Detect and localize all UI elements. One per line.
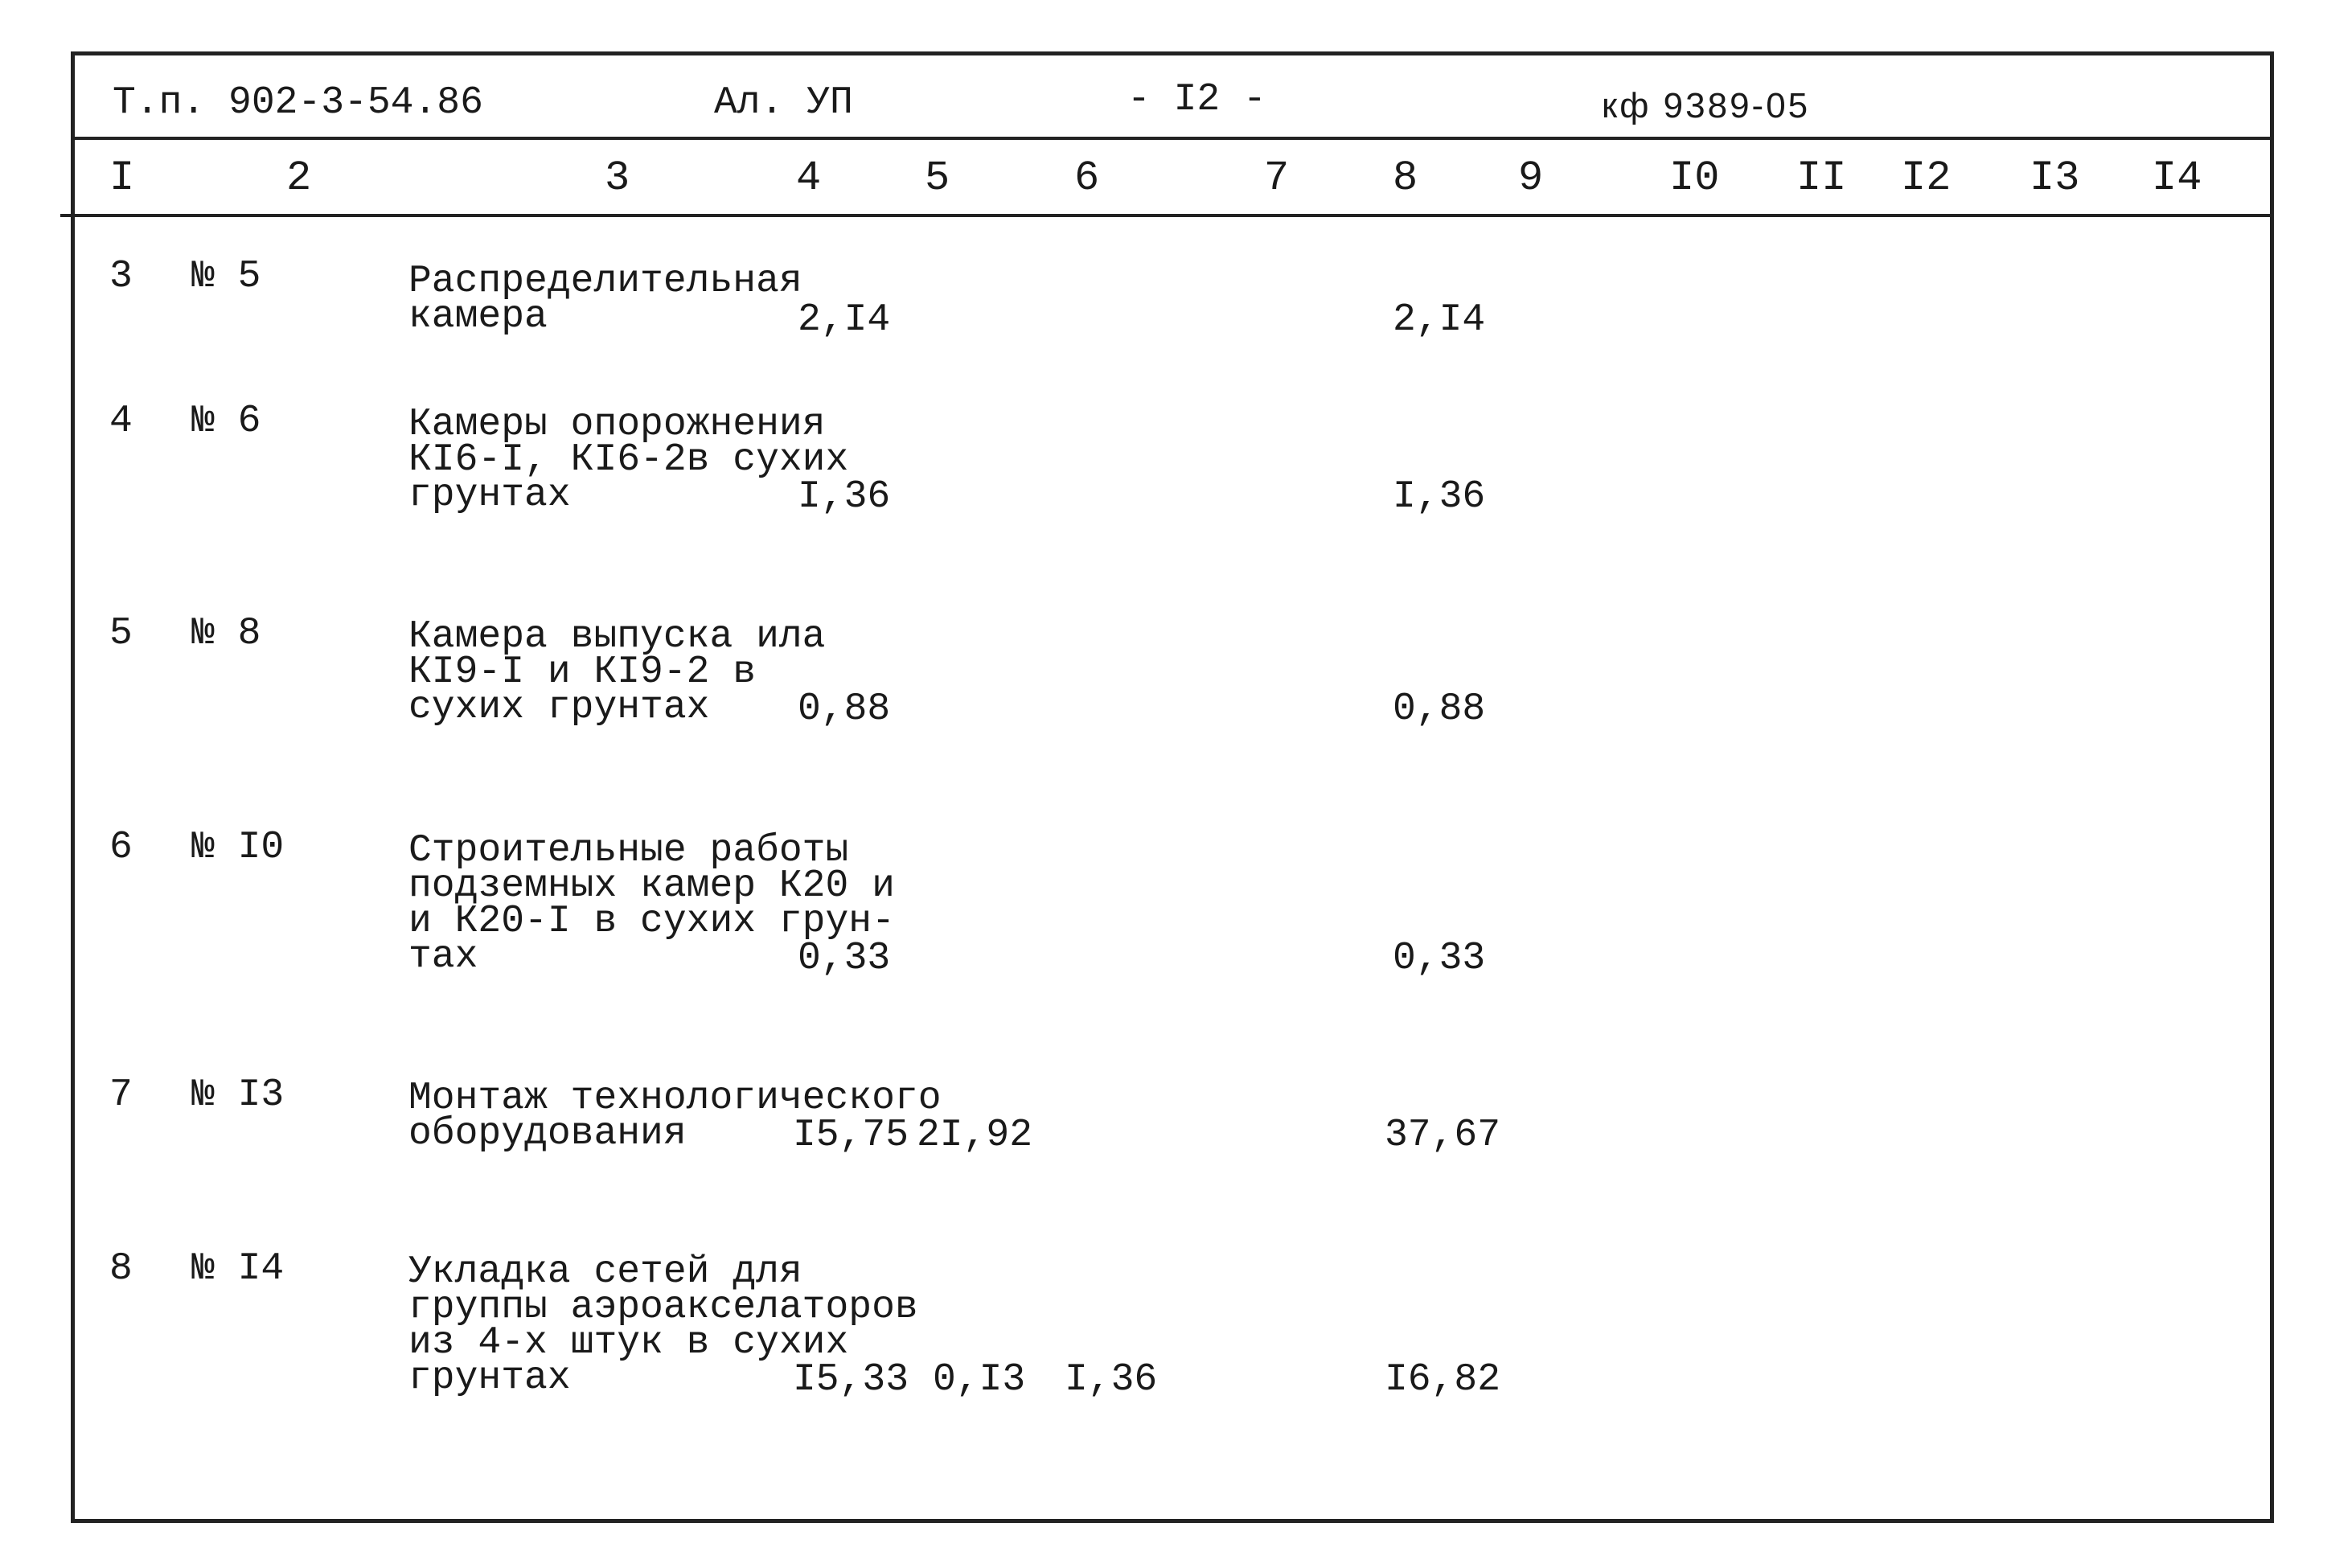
col8-value: 0,33	[1393, 937, 1486, 980]
col4-value: I5,75	[793, 1114, 909, 1157]
header-divider	[71, 137, 2274, 140]
row-description-line: КI9-I и КI9-2 в	[408, 651, 757, 694]
row-description-line: сухих грунтах	[408, 686, 710, 729]
album-number: Ал. УП	[714, 81, 853, 125]
row-number: 8	[109, 1247, 133, 1291]
row-description-line: группы аэроакселаторов	[408, 1286, 918, 1329]
column-number: 4	[796, 154, 822, 202]
page-number: - I2 -	[1127, 78, 1266, 121]
row-description-line: Камера выпуска ила	[408, 615, 826, 659]
archive-stamp: кф 9389-05	[1602, 86, 1811, 125]
col6-value: I,36	[1065, 1358, 1158, 1402]
col4-value: 0,88	[798, 688, 891, 731]
row-description-line: тах	[408, 935, 478, 979]
column-number: 8	[1393, 154, 1418, 202]
col8-value: I6,82	[1385, 1358, 1501, 1402]
col8-value: 0,88	[1393, 688, 1486, 731]
row-description-line: из 4-х штук в сухих	[408, 1321, 849, 1365]
row-description-line: Распределительная	[408, 260, 802, 303]
project-code: Т.п. 902-3-54.86	[113, 81, 483, 125]
col5-value: 0,I3	[933, 1358, 1026, 1402]
row-description-line: грунтах	[408, 1357, 571, 1400]
row-reference: № 8	[191, 612, 261, 655]
row-description-line: камера	[408, 295, 548, 339]
col4-value: I,36	[798, 475, 891, 519]
col4-value: 2,I4	[798, 298, 891, 342]
row-reference: № I4	[191, 1247, 285, 1291]
row-description-line: Монтаж технологического	[408, 1077, 942, 1120]
row-description-line: Камеры опорожнения	[408, 403, 826, 446]
row-number: 6	[109, 826, 133, 869]
column-number: II	[1796, 154, 1847, 202]
row-reference: № I3	[191, 1073, 285, 1117]
column-number: 7	[1264, 154, 1290, 202]
col4-value: 0,33	[798, 937, 891, 980]
column-number: I2	[1901, 154, 1951, 202]
col8-value: 37,67	[1385, 1114, 1501, 1157]
row-number: 7	[109, 1073, 133, 1117]
column-number: 5	[925, 154, 950, 202]
row-description-line: грунтах	[408, 474, 571, 517]
row-number: 5	[109, 612, 133, 655]
column-number: 3	[605, 154, 630, 202]
column-number: I4	[2152, 154, 2202, 202]
column-number: 9	[1518, 154, 1544, 202]
column-number: I0	[1669, 154, 1720, 202]
row-reference: № I0	[191, 826, 285, 869]
col8-value: I,36	[1393, 475, 1486, 519]
row-description-line: Укладка сетей для	[408, 1250, 802, 1294]
column-number: 6	[1074, 154, 1100, 202]
row-reference: № 5	[191, 255, 261, 298]
row-description-line: оборудования	[408, 1112, 687, 1155]
col5-value: 2I,92	[917, 1114, 1033, 1157]
column-number: 2	[286, 154, 312, 202]
row-description-line: подземных камер К20 и	[408, 864, 895, 908]
document-frame	[71, 51, 2274, 1523]
row-number: 4	[109, 400, 133, 443]
column-number: I	[109, 154, 135, 202]
column-header-divider	[60, 214, 2274, 217]
row-description-line: КI6-I, КI6-2в сухих	[408, 438, 849, 482]
row-number: 3	[109, 255, 133, 298]
col4-value: I5,33	[793, 1358, 909, 1402]
row-description-line: Строительные работы	[408, 829, 849, 872]
row-reference: № 6	[191, 400, 261, 443]
row-description-line: и К20-I в сухих грун-	[408, 900, 895, 943]
col8-value: 2,I4	[1393, 298, 1486, 342]
column-number: I3	[2029, 154, 2080, 202]
